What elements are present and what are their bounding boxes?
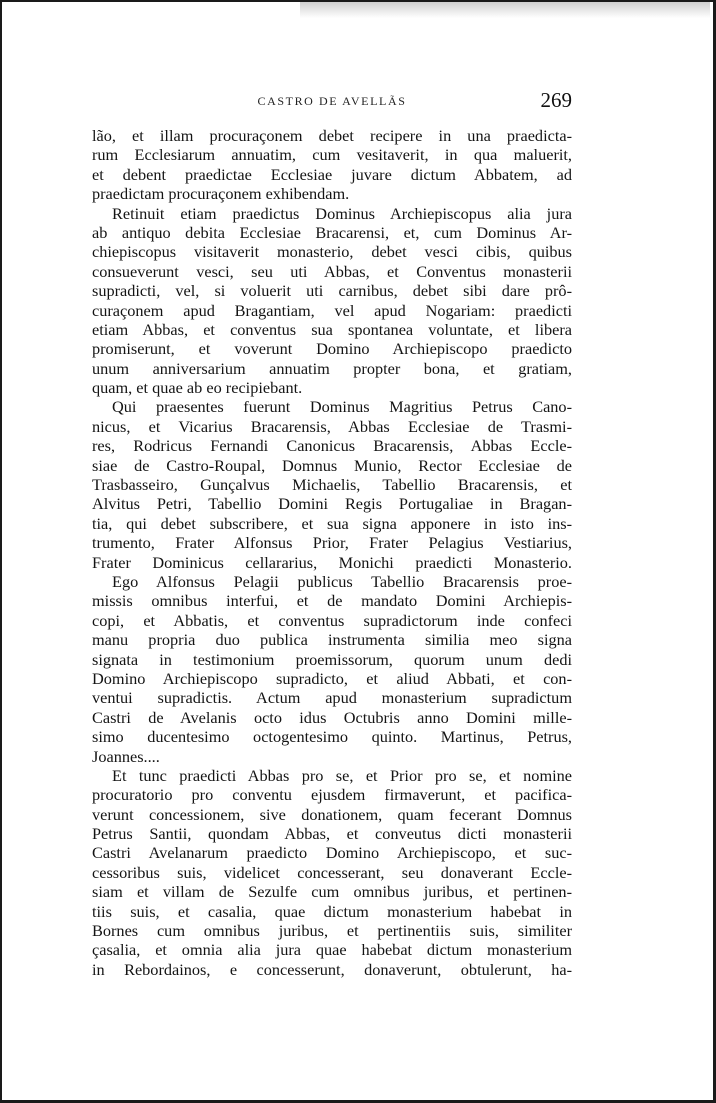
text-line: Petrus Santii, quondam Abbas, et conveutus dicti monasterii bbox=[92, 824, 572, 844]
text-line: Castri Avelanarum praedicto Domino Archiepiscopo, et suc- bbox=[92, 843, 572, 863]
scan-border-left bbox=[0, 0, 2, 1103]
text-line: chiepiscopus visitaverit monasterio, debet vesci cibis, quibus bbox=[92, 242, 572, 262]
text-line: siae de Castro-Roupal, Domnus Munio, Rector Ecclesiae de bbox=[92, 455, 572, 475]
text-line: ventui supradictis. Actum apud monasterium supradictum bbox=[92, 688, 572, 708]
text-line: Frater Dominicus cellararius, Monichi praedicti Monasterio. bbox=[92, 552, 572, 572]
text-line: etiam Abbas, et conventus sua spontanea voluntate, et libera bbox=[92, 319, 572, 339]
text-line: çasalia, et omnia alia jura quae habebat dictum monasterium bbox=[92, 940, 572, 960]
text-line: lão, et illam procuraçonem debet recipere in una praedicta- bbox=[92, 126, 572, 145]
text-line: nicus, et Vicarius Bracarensis, Abbas Ecclesiae de Trasmi- bbox=[92, 416, 572, 436]
text-line: verunt concessionem, sive donationem, quam fecerant Domnus bbox=[92, 804, 572, 824]
text-line: Domino Archiepiscopo supradicto, et aliud Abbati, et con- bbox=[92, 668, 572, 688]
text-line: Trasbasseiro, Gunçalvus Michaelis, Tabellio Bracarensis, et bbox=[92, 475, 572, 495]
text-line: promiserunt, et voverunt Domino Archiepiscopo praedicto bbox=[92, 339, 572, 359]
text-line: procuratorio pro conventu ejusdem firmaverunt, et pacifica- bbox=[92, 785, 572, 805]
page-header bbox=[92, 88, 572, 116]
text-line: unum anniversarium annuatim propter bona, et gratiam, bbox=[92, 358, 572, 378]
text-line: Castri de Avelanis octo idus Octubris anno Domini mille- bbox=[92, 707, 572, 727]
page-number: 269 bbox=[540, 88, 572, 112]
text-line: et debent praedictae Ecclesiae juvare dictum Abbatem, ad bbox=[92, 164, 572, 184]
text-line: tia, qui debet subscribere, et sua signa apponere in isto ins- bbox=[92, 513, 572, 533]
text-line: res, Rodricus Fernandi Canonicus Bracarensis, Abbas Eccle- bbox=[92, 436, 572, 456]
text-line: copi, et Abbatis, et conventus supradictorum inde confeci bbox=[92, 610, 572, 630]
text-line: Bornes cum omnibus juribus, et pertinentiis suis, similiter bbox=[92, 921, 572, 941]
text-line: Qui praesentes fuerunt Dominus Magritius Petrus Cano- bbox=[112, 397, 572, 417]
text-line: supradicti, vel, si voluerit uti carnibus, debet sibi dare prô- bbox=[92, 281, 572, 301]
scan-shadow bbox=[300, 2, 710, 18]
text-line: quam, et quae ab eo recipiebant. bbox=[92, 378, 303, 398]
text-line: siam et villam de Sezulfe cum omnibus juribus, et pertinen- bbox=[92, 882, 572, 902]
text-line: Et tunc praedicti Abbas pro se, et Prior pro se, et nomine bbox=[112, 765, 572, 785]
text-line: ab antiquo debita Ecclesiae Bracarensi, et, cum Dominus Ar- bbox=[92, 222, 572, 242]
text-line: tiis suis, et casalia, quae dictum monasterium habebat in bbox=[92, 901, 572, 921]
text-line: trumento, Frater Alfonsus Prior, Frater Pelagius Vestiarius, bbox=[92, 533, 572, 553]
text-line: consueverunt vesci, seu uti Abbas, et Conventus monasterii bbox=[92, 261, 572, 281]
text-line: signata in testimonium proemissorum, quorum unum dedi bbox=[92, 649, 572, 669]
text-line: Ego Alfonsus Pelagii publicus Tabellio Bracarensis proe- bbox=[112, 571, 572, 591]
text-line: manu propria duo publica instrumenta similia meo signa bbox=[92, 630, 572, 650]
text-line: Retinuit etiam praedictus Dominus Archiepiscopus alia jura bbox=[112, 203, 572, 223]
body-text bbox=[92, 126, 572, 979]
text-line: Alvitus Petri, Tabellio Domini Regis Portugaliae in Bragan- bbox=[92, 494, 572, 514]
running-title: CASTRO DE AVELLÃS bbox=[257, 94, 407, 108]
text-line: Joannes.... bbox=[92, 746, 160, 766]
text-line: missis omnibus interfui, et de mandato Domini Archiepis- bbox=[92, 591, 572, 611]
text-line: rum Ecclesiarum annuatim, cum vesitaverit, in qua maluerit, bbox=[92, 145, 572, 165]
text-line: simo ducentesimo octogentesimo quinto. Martinus, Petrus, bbox=[92, 727, 572, 747]
text-line: praedictam procuraçonem exhibendam. bbox=[92, 184, 350, 204]
text-line: in Rebordainos, e concesserunt, donaverunt, obtulerunt, ha- bbox=[92, 959, 572, 979]
text-line: cessoribus suis, videlicet concesserant, seu donaverant Eccle- bbox=[92, 862, 572, 882]
text-line: curaçonem apud Bragantiam, vel apud Nogariam: praedicti bbox=[92, 300, 572, 320]
